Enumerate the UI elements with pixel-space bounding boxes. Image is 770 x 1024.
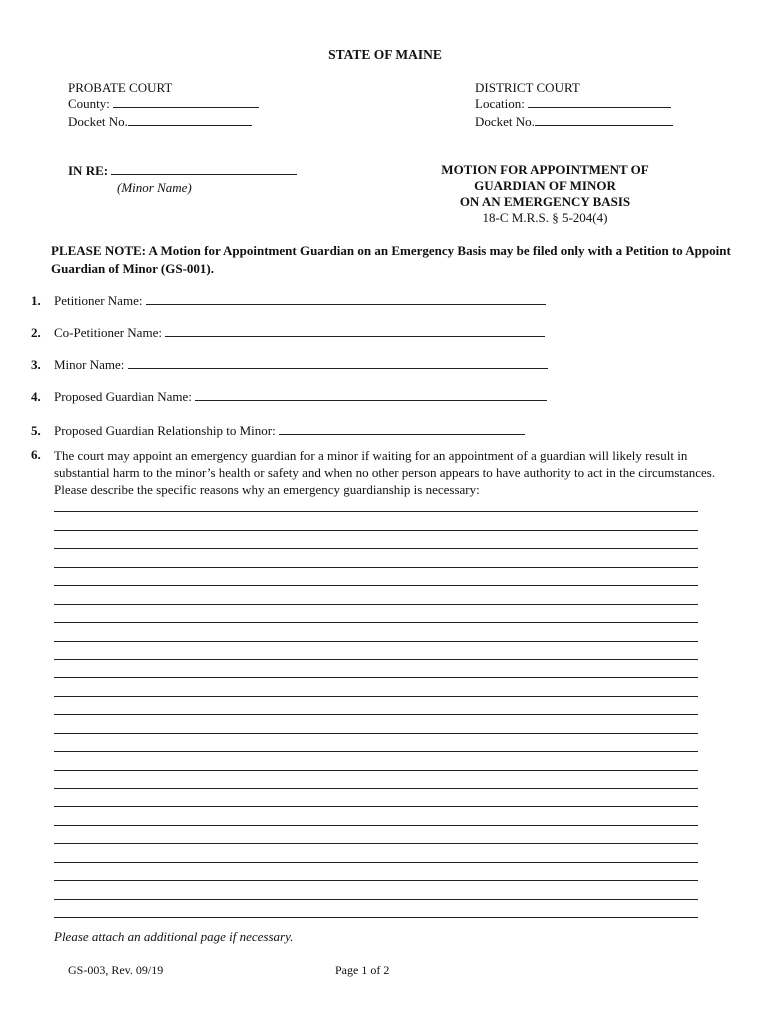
answer-line[interactable] (54, 494, 698, 512)
answer-line[interactable] (54, 549, 698, 567)
item-proposed-guardian-name (31, 389, 547, 405)
in-re-label: IN RE: (68, 163, 109, 178)
answer-line[interactable] (54, 826, 698, 844)
in-re-row (68, 163, 297, 179)
proposed-guardian-name-field[interactable] (195, 389, 547, 401)
docket-right-row (475, 114, 673, 130)
minor-name-field[interactable] (111, 163, 297, 175)
minor-name-caption: (Minor Name) (117, 180, 192, 195)
emergency-reasons-lines[interactable] (54, 494, 698, 918)
answer-line[interactable] (54, 605, 698, 623)
answer-line[interactable] (54, 586, 698, 604)
attach-note: Please attach an additional page if necessary. (54, 929, 294, 944)
answer-line[interactable] (54, 881, 698, 899)
motion-title-line3: ON AN EMERGENCY BASIS (459, 194, 631, 209)
answer-line[interactable] (54, 844, 698, 862)
location-row (475, 96, 671, 112)
answer-line[interactable] (54, 678, 698, 696)
answer-line[interactable] (54, 697, 698, 715)
docket-left-row (68, 114, 252, 130)
item-number: 5. (31, 423, 41, 438)
item-proposed-guardian-relationship (31, 423, 525, 439)
answer-line[interactable] (54, 568, 698, 586)
county-field[interactable] (113, 96, 259, 108)
item-label: The court may appoint an emergency guardian for a minor if waiting for an appointment of a guardian will likely result in substantial harm to the minor’s health or safety and when no other person appears to have authority to act in the circumstances. Please describe the specific reasons why an emergency guardianship is necessary: (54, 448, 716, 497)
location-field[interactable] (528, 96, 671, 108)
docket-right-label: Docket No. (475, 114, 535, 129)
answer-line[interactable] (54, 807, 698, 825)
answer-line[interactable] (54, 734, 698, 752)
item-emergency-reasons (31, 447, 731, 497)
item-number: 4. (31, 389, 41, 404)
item-label: Proposed Guardian Name: (54, 389, 192, 404)
state-title: STATE OF MAINE (328, 47, 442, 62)
answer-line[interactable] (54, 863, 698, 881)
item-petitioner-name (31, 293, 546, 309)
answer-line[interactable] (54, 623, 698, 641)
motion-statute: 18-C M.R.S. § 5-204(4) (482, 210, 608, 225)
answer-line[interactable] (54, 660, 698, 678)
co-petitioner-name-field[interactable] (165, 325, 545, 337)
answer-line[interactable] (54, 752, 698, 770)
answer-line[interactable] (54, 771, 698, 789)
item-number: 2. (31, 325, 41, 340)
item-co-petitioner-name (31, 325, 545, 341)
item-label: Minor Name: (54, 357, 125, 372)
item-number: 1. (31, 293, 41, 308)
answer-line[interactable] (54, 531, 698, 549)
county-row (68, 96, 259, 112)
docket-right-field[interactable] (535, 114, 673, 126)
form-id: GS-003, Rev. 09/19 (68, 963, 164, 977)
district-court-label: DISTRICT COURT (475, 80, 580, 95)
relationship-field[interactable] (279, 423, 525, 435)
motion-title (395, 162, 695, 226)
minor-name-input[interactable] (128, 357, 548, 369)
docket-left-field[interactable] (128, 114, 252, 126)
answer-line[interactable] (54, 900, 698, 918)
answer-line[interactable] (54, 642, 698, 660)
item-label: Co-Petitioner Name: (54, 325, 162, 340)
please-note: PLEASE NOTE: A Motion for Appointment Guardian on an Emergency Basis may be filed only with a Petition to Appoint Guardian of Minor (GS-001). (51, 243, 731, 276)
motion-title-line2: GUARDIAN OF MINOR (474, 178, 616, 193)
answer-line[interactable] (54, 512, 698, 530)
item-number: 3. (31, 357, 41, 372)
page-number: Page 1 of 2 (335, 963, 390, 977)
location-label: Location: (475, 96, 525, 111)
petitioner-name-field[interactable] (146, 293, 546, 305)
item-label: Petitioner Name: (54, 293, 143, 308)
docket-left-label: Docket No. (68, 114, 128, 129)
county-label: County: (68, 96, 110, 111)
answer-line[interactable] (54, 715, 698, 733)
item-number: 6. (31, 447, 41, 462)
item-label: Proposed Guardian Relationship to Minor: (54, 423, 276, 438)
motion-title-line1: MOTION FOR APPOINTMENT OF (441, 162, 649, 177)
item-minor-name (31, 357, 548, 373)
probate-court-label: PROBATE COURT (68, 80, 173, 95)
answer-line[interactable] (54, 789, 698, 807)
